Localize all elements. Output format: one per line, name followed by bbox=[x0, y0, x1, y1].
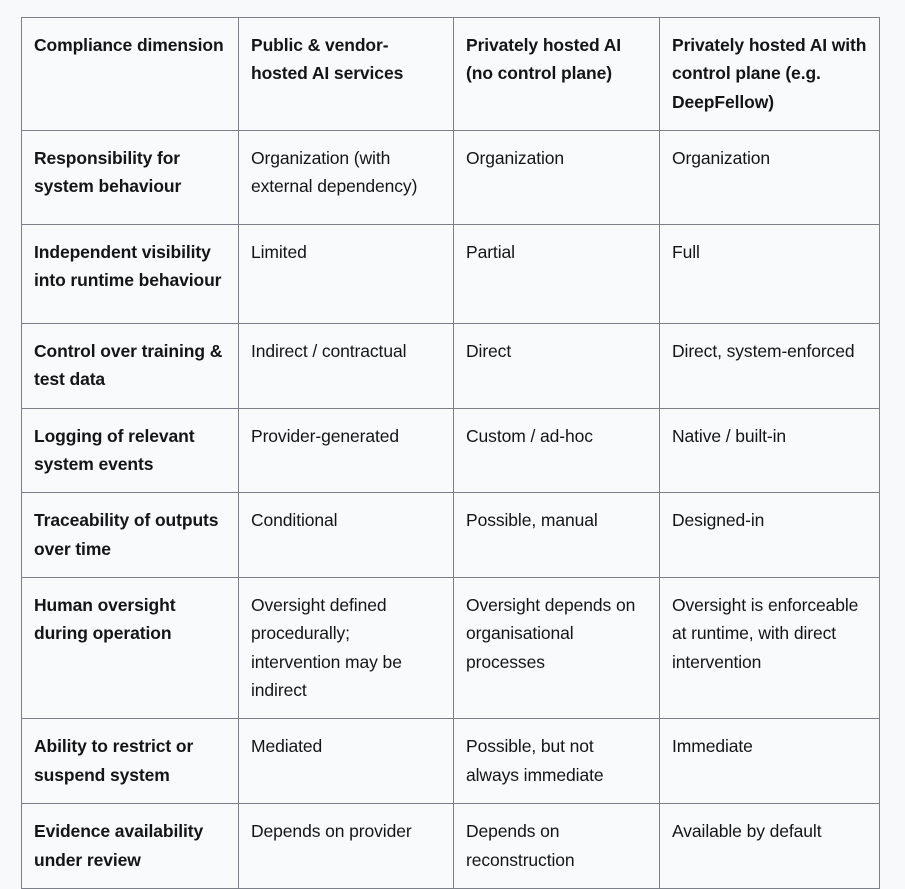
cell-restrict-suspend-public-vendor: Mediated bbox=[239, 719, 454, 804]
cell-logging-private-no-control-plane: Custom / ad-hoc bbox=[454, 408, 660, 493]
cell-human-oversight-public-vendor: Oversight defined procedurally; intervention may be indirect bbox=[239, 578, 454, 719]
table-row bbox=[22, 225, 880, 324]
compliance-comparison-table bbox=[21, 17, 880, 889]
cell-control-over-data-private-with-control-plane: Direct, system-enforced bbox=[660, 324, 880, 409]
table-row bbox=[22, 408, 880, 493]
table-row bbox=[22, 578, 880, 719]
row-header-human-oversight: Human oversight during operation bbox=[22, 578, 239, 719]
cell-human-oversight-private-with-control-plane: Oversight is enforceable at runtime, with direct intervention bbox=[660, 578, 880, 719]
cell-visibility-public-vendor: Limited bbox=[239, 225, 454, 324]
table-row bbox=[22, 131, 880, 225]
column-header-compliance-dimension: Compliance dimension bbox=[22, 18, 239, 131]
cell-responsibility-private-no-control-plane: Organization bbox=[454, 131, 660, 225]
cell-restrict-suspend-private-no-control-plane: Possible, but not always immediate bbox=[454, 719, 660, 804]
cell-traceability-private-no-control-plane: Possible, manual bbox=[454, 493, 660, 578]
row-header-logging: Logging of relevant system events bbox=[22, 408, 239, 493]
row-header-evidence-availability: Evidence availability under review bbox=[22, 804, 239, 889]
row-header-control-over-data: Control over training & test data bbox=[22, 324, 239, 409]
cell-responsibility-private-with-control-plane: Organization bbox=[660, 131, 880, 225]
cell-evidence-availability-private-no-control-plane: Depends on reconstruction bbox=[454, 804, 660, 889]
table-header-row bbox=[22, 18, 880, 131]
cell-control-over-data-public-vendor: Indirect / contractual bbox=[239, 324, 454, 409]
cell-responsibility-public-vendor: Organization (with external dependency) bbox=[239, 131, 454, 225]
table-header bbox=[22, 18, 880, 131]
cell-visibility-private-no-control-plane: Partial bbox=[454, 225, 660, 324]
row-header-restrict-suspend: Ability to restrict or suspend system bbox=[22, 719, 239, 804]
row-header-visibility: Independent visibility into runtime behaviour bbox=[22, 225, 239, 324]
table-row bbox=[22, 719, 880, 804]
cell-evidence-availability-public-vendor: Depends on provider bbox=[239, 804, 454, 889]
column-header-privately-hosted-no-control-plane: Privately hosted AI (no control plane) bbox=[454, 18, 660, 131]
cell-logging-private-with-control-plane: Native / built-in bbox=[660, 408, 880, 493]
column-header-privately-hosted-with-control-plane: Privately hosted AI with control plane (e.g. DeepFellow) bbox=[660, 18, 880, 131]
compliance-table-container bbox=[21, 17, 879, 889]
cell-evidence-availability-private-with-control-plane: Available by default bbox=[660, 804, 880, 889]
cell-restrict-suspend-private-with-control-plane: Immediate bbox=[660, 719, 880, 804]
table-row bbox=[22, 804, 880, 889]
cell-control-over-data-private-no-control-plane: Direct bbox=[454, 324, 660, 409]
cell-logging-public-vendor: Provider-generated bbox=[239, 408, 454, 493]
cell-human-oversight-private-no-control-plane: Oversight depends on organisational processes bbox=[454, 578, 660, 719]
row-header-responsibility: Responsibility for system behaviour bbox=[22, 131, 239, 225]
cell-traceability-public-vendor: Conditional bbox=[239, 493, 454, 578]
table-body bbox=[22, 131, 880, 889]
table-row bbox=[22, 493, 880, 578]
row-header-traceability: Traceability of outputs over time bbox=[22, 493, 239, 578]
cell-traceability-private-with-control-plane: Designed-in bbox=[660, 493, 880, 578]
cell-visibility-private-with-control-plane: Full bbox=[660, 225, 880, 324]
table-row bbox=[22, 324, 880, 409]
column-header-public-vendor-hosted: Public & vendor-hosted AI services bbox=[239, 18, 454, 131]
